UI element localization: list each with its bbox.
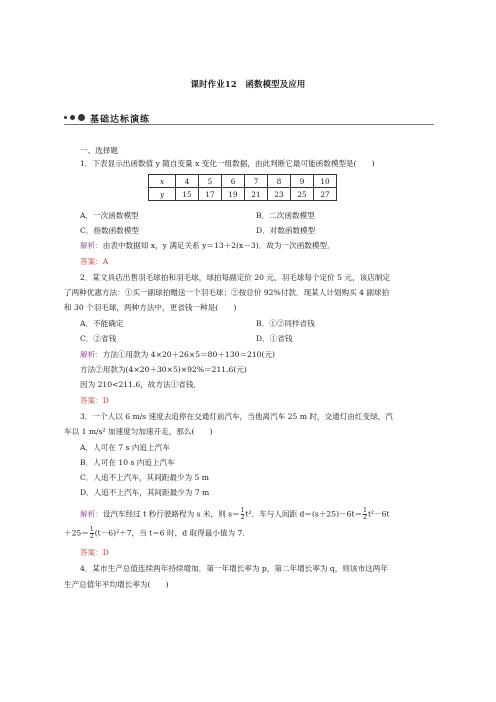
banner-dots-icon bbox=[64, 114, 88, 121]
analysis-label: 解析： bbox=[80, 350, 103, 359]
table-cell: 21 bbox=[245, 188, 268, 201]
table-cell: 23 bbox=[268, 188, 291, 201]
q1-option-b: B．二次函数模型 bbox=[256, 211, 315, 220]
table-cell: 15 bbox=[176, 188, 199, 201]
q2-option-d: D．①省钱 bbox=[256, 334, 293, 343]
section-heading: 一、选择题 bbox=[80, 146, 118, 155]
q2-analysis-line3: 因为 210<211.6，故方法①省钱． bbox=[80, 380, 201, 389]
q4-stem-line2: 生产总值年平均增长率为( ) bbox=[64, 580, 169, 589]
table-cell: x bbox=[149, 175, 176, 188]
answer-label: 答案： bbox=[80, 257, 103, 266]
analysis-label: 解析： bbox=[80, 509, 103, 519]
table-cell: 19 bbox=[222, 188, 245, 201]
table-cell: 5 bbox=[199, 175, 222, 188]
q3-option-a: A．人可在 7 s 内追上汽车 bbox=[80, 443, 170, 452]
section-banner bbox=[64, 112, 434, 126]
q2-stem-line1: 2．某文具店出售羽毛球拍和羽毛球，球拍每副定价 20 元，羽毛球每个定价 5 元，该店制定 bbox=[80, 273, 390, 282]
answer-label: 答案： bbox=[80, 548, 103, 557]
analysis-label: 解析： bbox=[80, 241, 103, 250]
fraction-half: $\frac{1}{2}$ bbox=[89, 526, 94, 540]
q3-answer bbox=[80, 547, 450, 559]
table-cell: 4 bbox=[176, 175, 199, 188]
table-row bbox=[149, 188, 337, 201]
q2-stem-line3: 和 30 个羽毛球，两种方法中，更省钱一种是( ) bbox=[64, 303, 237, 312]
q1-option-d: D．对数函数模型 bbox=[256, 226, 316, 235]
table-cell: 10 bbox=[314, 175, 337, 188]
table-cell: 8 bbox=[268, 175, 291, 188]
analysis-text: ＋25＝ bbox=[64, 528, 89, 538]
fraction-half: $\frac{1}{2}$ bbox=[363, 507, 367, 521]
q1-answer bbox=[80, 256, 450, 268]
analysis-text: 设汽车经过 t 秒行驶路程为 s 米，则 s＝ bbox=[102, 509, 240, 519]
q3-analysis-line1 bbox=[80, 508, 450, 521]
q3-option-b: B．人可在 10 s 内追上汽车 bbox=[80, 458, 175, 467]
table-cell: 25 bbox=[291, 188, 314, 201]
analysis-text: t²．车与人间距 d＝(s＋25)－6t＝ bbox=[245, 509, 363, 519]
answer-label: 答案： bbox=[80, 396, 103, 405]
q3-option-d: D．人追不上汽车，其间距最少为 7 m bbox=[80, 488, 210, 497]
page-title: 课时作业12 函数模型及应用 bbox=[190, 79, 306, 89]
fraction-half: $\frac{1}{2}$ bbox=[240, 507, 245, 521]
q3-stem-line1: 3．一个人以 6 m/s 速度去追停在交通灯前汽车，当他离汽车 25 m 时，交通灯由红变绿，汽 bbox=[80, 412, 393, 421]
analysis-text: 由表中数据知 x，y 满足关系 y＝13＋2(x－3)．故为一次函数模型． bbox=[102, 241, 335, 250]
q2-analysis-line1 bbox=[80, 349, 450, 361]
q1-option-c: C．指数函数模型 bbox=[80, 226, 139, 235]
banner-title: 基础达标演练 bbox=[90, 115, 151, 125]
table-cell: 6 bbox=[222, 175, 245, 188]
q2-option-a: A．不能确定 bbox=[80, 319, 124, 328]
q1-analysis bbox=[80, 240, 450, 252]
answer-value: A bbox=[102, 257, 109, 266]
q3-analysis-line2 bbox=[64, 527, 434, 540]
analysis-text: 方法①用款为 4×20＋26×5＝80＋130＝210(元) bbox=[102, 350, 276, 359]
q1-data-table bbox=[148, 174, 337, 201]
q2-option-c: C．②省钱 bbox=[80, 334, 117, 343]
table-cell: 7 bbox=[245, 175, 268, 188]
table-row bbox=[149, 175, 337, 188]
q2-stem-line2: 了两种优惠方法：①买一副球拍赠送一个羽毛球；②按总价 92%付款．现某人计划购买 4 副球拍 bbox=[64, 288, 390, 297]
table-cell: 17 bbox=[199, 188, 222, 201]
answer-value: D bbox=[102, 548, 109, 557]
q1-stem: 1．下表显示出函数值 y 随自变量 x 变化一组数据，由此判断它最可能函数模型是( ) bbox=[80, 159, 375, 168]
q2-option-b: B．①②同样省钱 bbox=[256, 319, 315, 328]
table-cell: 27 bbox=[314, 188, 337, 201]
q2-answer bbox=[80, 395, 450, 407]
q3-option-c: C．人追不上汽车，其间距最少为 5 m bbox=[80, 473, 209, 482]
q1-option-a: A．一次函数模型 bbox=[80, 211, 139, 220]
q3-stem-line2: 车以 1 m/s² 加速度匀加速开走，那么( ) bbox=[64, 427, 213, 436]
analysis-text: t²－6t bbox=[367, 509, 390, 519]
q2-analysis-line2: 方法②用款为(4×20＋30×5)×92%＝211.6(元) bbox=[80, 365, 247, 374]
table-cell: y bbox=[149, 188, 176, 201]
banner-divider bbox=[64, 124, 434, 125]
table-cell: 9 bbox=[291, 175, 314, 188]
answer-value: D bbox=[102, 396, 109, 405]
analysis-text: (t－6)²＋7，当 t＝6 时，d 取得最小值为 7. bbox=[94, 528, 245, 538]
q4-stem-line1: 4．某市生产总值连续两年持续增加．第一年增长率为 p，第二年增长率为 q，则该市这两年 bbox=[80, 564, 388, 573]
